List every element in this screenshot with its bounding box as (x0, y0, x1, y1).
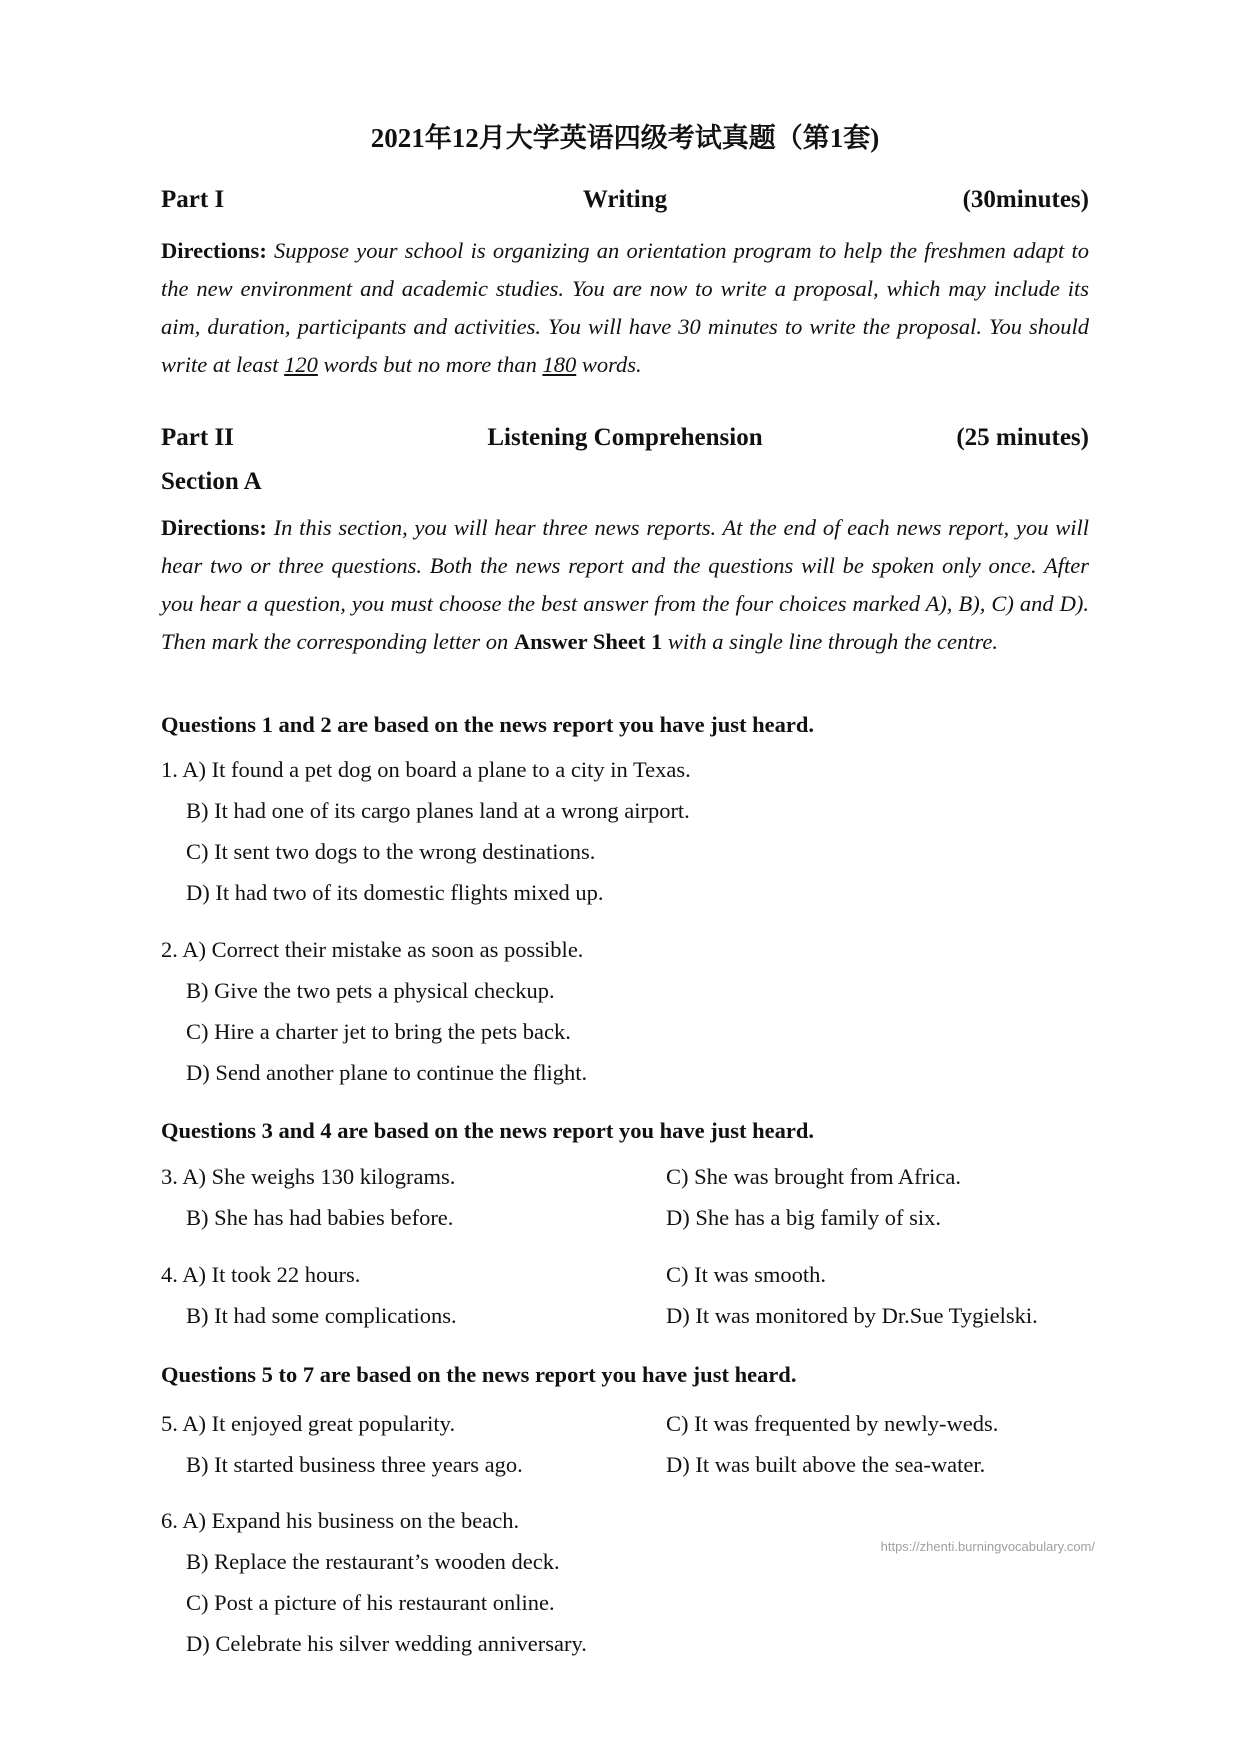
part2-directions (161, 509, 1089, 661)
q3-option-c: C) She was brought from Africa. (666, 1164, 961, 1189)
part2-header (161, 424, 1089, 456)
q6-option-b: B) Replace the restaurant’s wooden deck. (186, 1549, 560, 1574)
part1-time: (30minutes) (962, 186, 1089, 213)
answer-sheet-label: Answer Sheet 1 (513, 629, 663, 654)
q4-option-b: B) It had some complications. (186, 1303, 457, 1328)
part1-directions-text-a: Suppose your school is organizing an orientation program to help the freshmen adapt to the new environment and academic studies. You are now to write a proposal, which may include its aim, duration, participants and activities. You will have 30 minutes to write the proposal. You should write at least (161, 238, 1089, 377)
part1-directions-text-b: words but no more than (317, 352, 543, 377)
source-watermark: https://zhenti.burningvocabulary.com/ (880, 1539, 1095, 1554)
q3-option-d: D) She has a big family of six. (666, 1205, 941, 1230)
q2-option-d: D) Send another plane to continue the flight. (186, 1060, 588, 1085)
q2-option-c: C) Hire a charter jet to bring the pets back. (186, 1019, 571, 1044)
q2-option-a: 2. A) Correct their mistake as soon as possible. (161, 937, 584, 962)
part1-directions (161, 232, 1089, 384)
q6-option-c: C) Post a picture of his restaurant online. (186, 1590, 555, 1615)
q2-option-b: B) Give the two pets a physical checkup. (186, 978, 555, 1003)
q3-option-b: B) She has had babies before. (186, 1205, 454, 1230)
q5-option-d: D) It was built above the sea-water. (666, 1452, 986, 1477)
part2-directions-text-a: In this section, you will hear three news reports. At the end of each news report, you will hear two or three questions. Both the news report and the questions will be spoken only once. After you hear a question, you must choose the best answer from the four choices marked A), B), C) and D). Then mark the corresponding letter on (161, 515, 1089, 654)
q4-option-c: C) It was smooth. (666, 1262, 826, 1287)
q4-option-a: 4. A) It took 22 hours. (161, 1262, 361, 1287)
q1-option-b: B) It had one of its cargo planes land at a wrong airport. (186, 798, 690, 823)
q1-option-a: 1. A) It found a pet dog on board a plane to a city in Texas. (161, 757, 691, 782)
q1-option-d: D) It had two of its domestic flights mixed up. (186, 880, 604, 905)
part1-header (161, 186, 1089, 218)
part2-directions-text-b: with a single line through the centre. (662, 629, 998, 654)
q6-option-d: D) Celebrate his silver wedding anniversary. (186, 1631, 587, 1656)
part1-min-words: 120 (284, 352, 318, 377)
q3-option-a: 3. A) She weighs 130 kilograms. (161, 1164, 456, 1189)
part2-name: Listening Comprehension (487, 424, 763, 451)
section-a-label: Section A (161, 468, 262, 495)
q6-option-a: 6. A) Expand his business on the beach. (161, 1508, 520, 1533)
part1-label: Part I (161, 186, 225, 213)
page-title: 2021年12月大学英语四级考试真题（第1套) (370, 123, 880, 153)
q5-option-a: 5. A) It enjoyed great popularity. (161, 1411, 456, 1436)
part2-directions-label: Directions: (161, 515, 267, 540)
part1-name: Writing (582, 186, 668, 213)
question-group-heading: Questions 5 to 7 are based on the news report you have just heard. (161, 1362, 797, 1387)
part1-directions-label: Directions: (161, 238, 267, 263)
part1-max-words: 180 (542, 352, 577, 377)
part2-label: Part II (161, 424, 234, 451)
part1-directions-text-c: words. (576, 352, 642, 377)
question-group-heading: Questions 1 and 2 are based on the news report you have just heard. (161, 712, 814, 737)
q5-option-b: B) It started business three years ago. (186, 1452, 523, 1477)
q5-option-c: C) It was frequented by newly-weds. (666, 1411, 999, 1436)
q1-option-c: C) It sent two dogs to the wrong destinations. (186, 839, 596, 864)
part2-time: (25 minutes) (956, 424, 1089, 451)
question-group-heading: Questions 3 and 4 are based on the news report you have just heard. (161, 1118, 814, 1143)
q4-option-d: D) It was monitored by Dr.Sue Tygielski. (666, 1303, 1038, 1328)
